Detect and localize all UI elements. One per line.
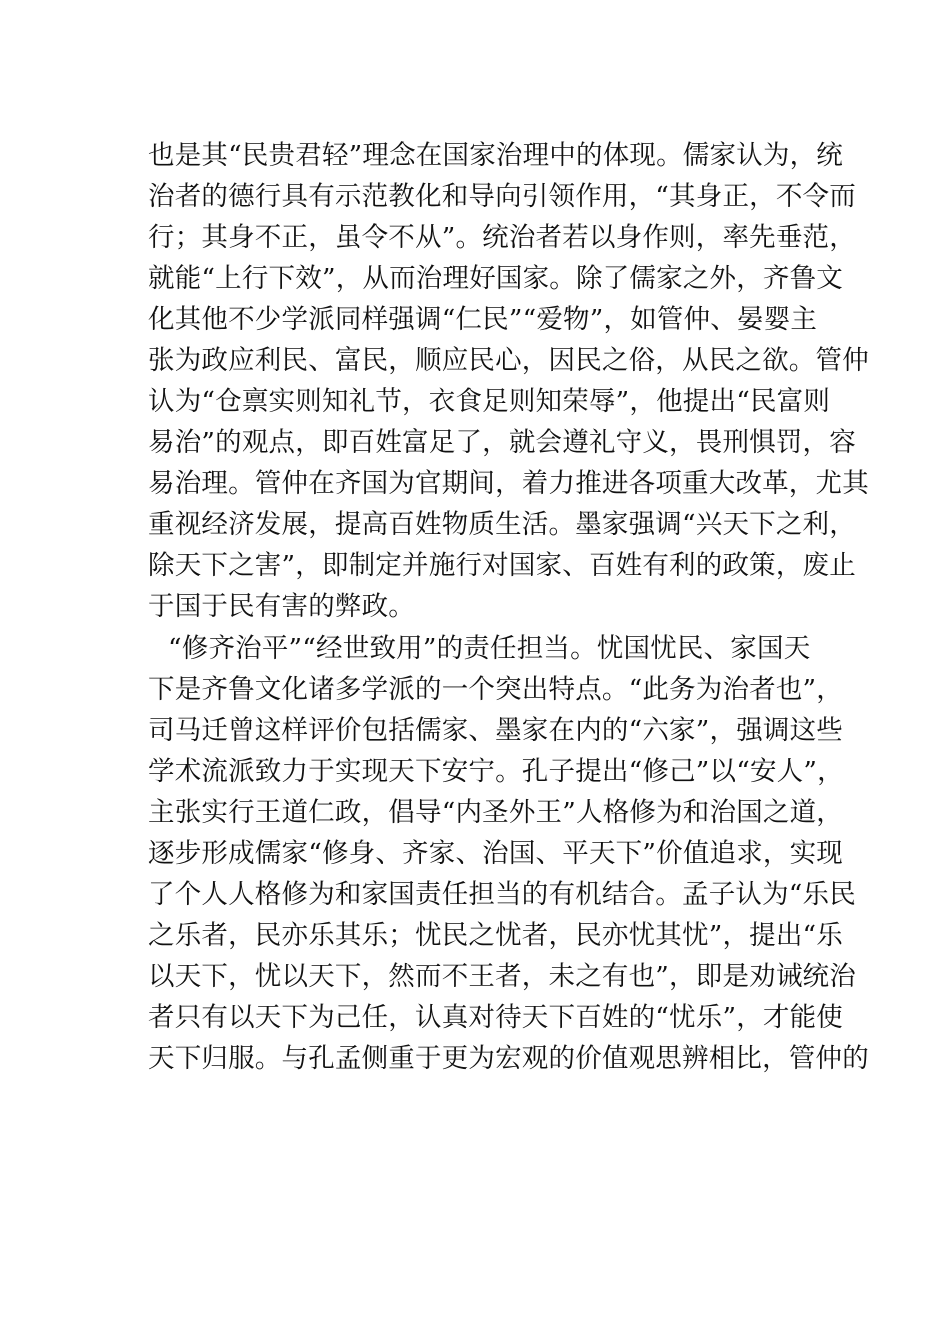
text-line: 主张实行王道仁政，倡导“内圣外王”人格修为和治国之道， — [148, 797, 843, 828]
text-line: 者只有以天下为己任，认真对待天下百姓的“忧乐”，才能使 — [148, 1002, 843, 1033]
text-line: 除天下之害”，即制定并施行对国家、百姓有利的政策，废止 — [148, 550, 856, 581]
text-line: 也是其“民贵君轻”理念在国家治理中的体现。儒家认为，统 — [148, 140, 843, 171]
text-line: 化其他不少学派同样强调“仁民”“爱物”，如管仲、晏婴主 — [148, 304, 818, 335]
text-line: 张为政应利民、富民，顺应民心，因民之俗，从民之欲。管仲 — [148, 345, 869, 376]
paragraph-first-line: “修齐治平”“经世致用”的责任担当。忧国忧民、家国天 — [168, 633, 811, 664]
text-line: 重视经济发展，提高百姓物质生活。墨家强调“兴天下之利， — [148, 509, 856, 540]
text-line: 易治理。管仲在齐国为官期间，着力推进各项重大改革，尤其 — [148, 468, 869, 499]
text-line: 行；其身不正，虽令不从”。统治者若以身作则，率先垂范， — [148, 222, 856, 253]
text-line: 易治”的观点，即百姓富足了，就会遵礼守义，畏刑惧罚，容 — [148, 427, 856, 458]
text-line: 认为“仓禀实则知礼节，衣食足则知荣辱”，他提出“民富则 — [148, 386, 831, 417]
text-line: 天下归服。与孔孟侧重于更为宏观的价值观思辨相比，管仲的 — [148, 1043, 869, 1074]
text-line: 逐步形成儒家“修身、齐家、治国、平天下”价值追求，实现 — [148, 838, 843, 869]
text-line: 就能“上行下效”，从而治理好国家。除了儒家之外，齐鲁文 — [148, 263, 843, 294]
text-line: 下是齐鲁文化诸多学派的一个突出特点。“此务为治者也”， — [148, 674, 843, 705]
text-line: 之乐者，民亦乐其乐；忧民之忧者，民亦忧其忧”，提出“乐 — [148, 920, 843, 951]
text-line: 司马迁曾这样评价包括儒家、墨家在内的“六家”，强调这些 — [148, 715, 843, 746]
text-line: 学术流派致力于实现天下安宁。孔子提出“修己”以“安人”， — [148, 756, 844, 787]
text-line: 了个人人格修为和家国责任担当的有机结合。孟子认为“乐民 — [148, 879, 856, 910]
text-line: 治者的德行具有示范教化和导向引领作用，“其身正，不令而 — [148, 181, 856, 212]
text-line: 以天下，忧以天下，然而不王者，未之有也”，即是劝诫统治 — [148, 961, 856, 992]
text-line: 于国于民有害的弊政。 — [148, 591, 415, 622]
